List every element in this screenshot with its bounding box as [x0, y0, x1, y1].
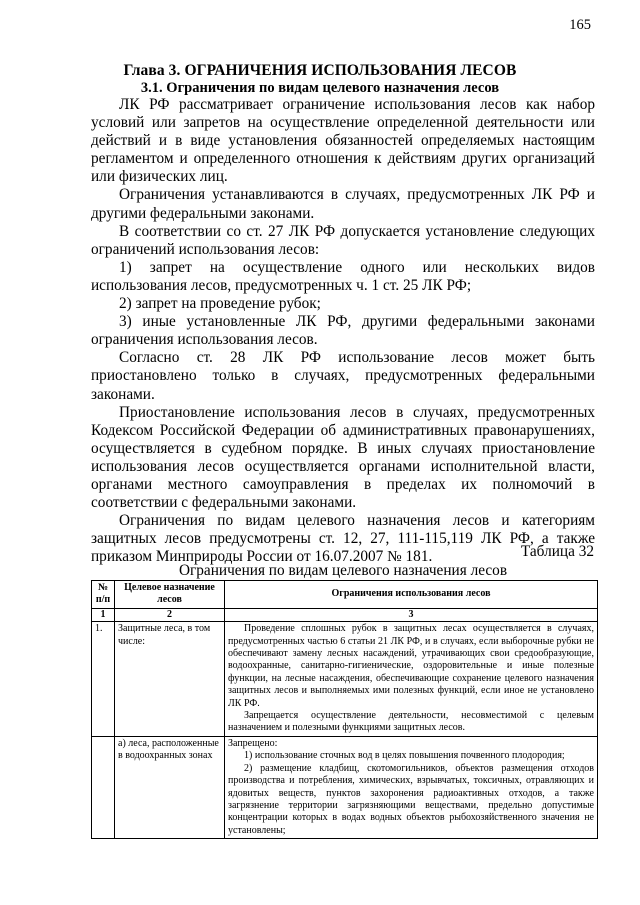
table-caption: Таблица 32 — [520, 543, 594, 560]
table-column-numbers-row — [92, 608, 598, 621]
restriction-text: Запрещается осуществление деятельности, несовместимой с целевым назначением и полезными функциями защитных лесов. — [228, 710, 594, 734]
row-purpose: а) леса, расположенные в водоохранных зонах — [115, 736, 225, 838]
restriction-text: Проведение сплошных рубок в защитных лесах осуществляется в случаях, предусмотренных частью 6 статьи 21 ЛК РФ, и в случаях, если выборочные рубки не обеспечивают замену лесных насаждений, утрачивающих свои средообразующие, водоохранные, санитарно-гигиенические, оздоровительные и иные полезные функции, на лесные насаждения, обеспечивающие сохранение целевого назначения защитных лесов и выполняемых ими полезных функций, если иное не установлено ЛК РФ. — [228, 623, 594, 709]
restriction-head: Запрещено: — [228, 737, 278, 749]
table-header-row — [92, 581, 598, 609]
column-number: 2 — [115, 608, 225, 621]
column-number: 3 — [225, 608, 598, 621]
chapter-title: Глава 3. ОГРАНИЧЕНИЯ ИСПОЛЬЗОВАНИЯ ЛЕСОВ — [123, 62, 517, 79]
row-restrictions — [225, 622, 598, 737]
list-item: 3) иные установленные ЛК РФ, другими федеральными законами ограничения использования лесов. — [91, 313, 595, 349]
page-number: 165 — [569, 17, 591, 33]
row-number — [92, 736, 115, 838]
list-item: 2) запрет на проведение рубок; — [119, 295, 321, 313]
section-title: 3.1. Ограничения по видам целевого назначения лесов — [140, 80, 500, 96]
header-restrictions: Ограничения использования лесов — [225, 581, 598, 609]
table-row — [92, 736, 598, 838]
paragraph: Согласно ст. 28 ЛК РФ использование лесов может быть приостановлено только в случаях, предусмотренных федеральными законами. — [91, 349, 595, 403]
restriction-text: 2) размещение кладбищ, скотомогильников, объектов размещения отходов производства и потребления, химических, взрывчатых, токсичных, отравляющих и ядовитых веществ, пунктов захоронения радиоактивных отходов, а также загрязнение территории загрязняющими веществами, предельно допустимые концентрации которых в водах водных объектов рыбохозяйственного значения не установлены; — [228, 762, 594, 836]
table-row — [92, 622, 598, 737]
restrictions-table — [91, 580, 598, 839]
paragraph: Ограничения по видам целевого назначения лесов и категориям защитных лесов предусмотрены ст. 12, 27, 111-115,119 ЛК РФ, а также приказом Минприроды России от 16.07.2007 № 181. — [91, 512, 595, 566]
table-title: Ограничения по видам целевого назначения лесов — [178, 562, 508, 579]
header-num: № п/п — [92, 581, 115, 609]
row-restrictions — [225, 736, 598, 838]
restriction-text: 1) использование сточных вод в целях повышения почвенного плодородия; — [244, 750, 565, 762]
paragraph: ЛК РФ рассматривает ограничение использования лесов как набор условий или запретов на осуществление определенной деятельности или действий и в виде установления обязанностей определяемых настоящим регламентом и определенного отношения к действиям других организаций или физических лиц. — [91, 96, 595, 186]
paragraph: Ограничения устанавливаются в случаях, предусмотренных ЛК РФ и другими федеральными законами. — [91, 186, 595, 222]
column-number: 1 — [92, 608, 115, 621]
header-purpose: Целевое назначение лесов — [115, 581, 225, 609]
paragraph: В соответствии со ст. 27 ЛК РФ допускается установление следующих ограничений использования лесов: — [91, 222, 595, 258]
paragraph: Приостановление использования лесов в случаях, предусмотренных Кодексом Российской Федерации об административных правонарушениях, осуществляется в судебном порядке. В иных случаях приостановление использования лесов осуществляется органами исполнительной власти, органами местного самоуправления в пределах их полномочий в соответствии с федеральными законами. — [91, 403, 595, 512]
row-number: 1. — [92, 622, 115, 737]
body-text — [91, 96, 595, 566]
list-item: 1) запрет на осуществление одного или нескольких видов использования лесов, предусмотренных ч. 1 ст. 25 ЛК РФ; — [91, 258, 595, 294]
row-purpose: Защитные леса, в том числе: — [115, 622, 225, 737]
